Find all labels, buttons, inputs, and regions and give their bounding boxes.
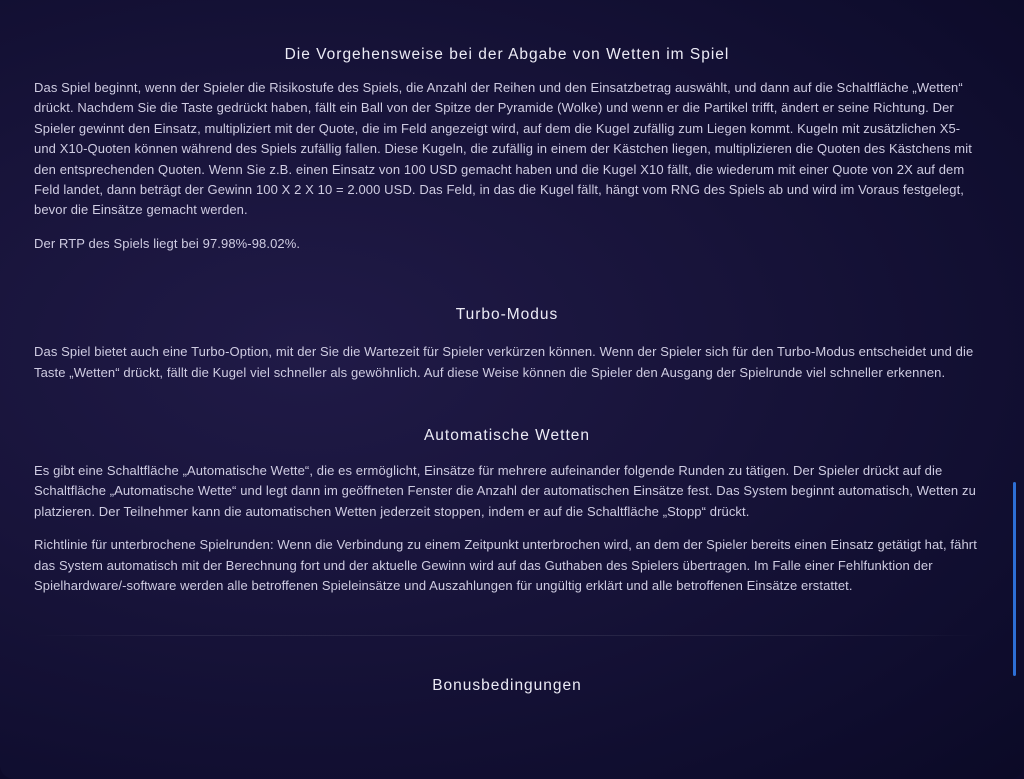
procedure-paragraph: Das Spiel beginnt, wenn der Spieler die Risikostufe des Spiels, die Anzahl der Reihen und den Einsatzbetrag auswählt, und dann auf die Schaltfläche „Wetten“ drückt. Nachdem Sie die Taste gedrückt haben, fällt ein Ball von der Spitze der Pyramide (Wolke) und wenn er die Partikel trifft, ändert er seine Richtung. Der Spieler gewinnt den Einsatz, multipliziert mit der Quote, die im Feld angezeigt wird, auf dem die Kugel zufällig zum Liegen kommt. Kugeln mit zusätzlichen X5- und X10-Quoten können während des Spiels zufällig fallen. Diese Kugeln, die zufällig in einem der Kästchen liegen, multiplizieren die Quoten des Kästchens mit den entsprechenden Quoten. Wenn Sie z.B. einen Einsatz von 100 USD gemacht haben und die Kugel X10 fällt, die wiederum mit einer Quote von 2X auf dem Feld landet, dann beträgt der Gewinn 100 X 2 X 10 = 2.000 USD. Das Feld, in das die Kugel fällt, hängt vom RNG des Spiels ab und wird im Voraus festgelegt, bevor die Einsätze gemacht werden.	[34, 80, 972, 218]
scrollbar-thumb[interactable]	[1013, 482, 1016, 676]
rtp-paragraph: Der RTP des Spiels liegt bei 97.98%-98.02%.	[34, 235, 301, 251]
section-divider	[34, 635, 980, 636]
section-title-bonus: Bonusbedingungen	[432, 676, 582, 694]
turbo-paragraph: Das Spiel bietet auch eine Turbo-Option, mit der Sie die Wartezeit für Spieler verkürzen können. Wenn der Spieler sich für den Turbo-Modus entscheidet und die Taste „Wetten“ drückt, fällt die Kugel viel schneller als gewöhnlich. Auf diese Weise können die Spieler den Ausgang der Spielrunde viel schneller erkennen.	[34, 344, 974, 380]
rules-content[interactable]	[34, 0, 980, 760]
autobet-paragraph: Es gibt eine Schaltfläche „Automatische Wette“, die es ermöglicht, Einsätze für mehrere aufeinander folgende Runden zu tätigen. Der Spieler drückt auf die Schaltfläche „Automatische Wette“ und legt dann im geöffneten Fenster die Anzahl der automatischen Einsätze fest. Das System beginnt automatisch, Wetten zu platzieren. Der Teilnehmer kann die automatischen Wetten jederzeit stoppen, indem er auf die Schaltfläche „Stopp“ drückt.	[34, 463, 976, 519]
section-title-procedure: Die Vorgehensweise bei der Abgabe von Wetten im Spiel	[284, 46, 730, 63]
section-title-autobet: Automatische Wetten	[423, 427, 591, 445]
section-title-turbo: Turbo-Modus	[455, 306, 559, 324]
interrupted-rounds-paragraph: Richtlinie für unterbrochene Spielrunden: Wenn die Verbindung zu einem Zeitpunkt unterbrochen wird, an dem der Spieler bereits einen Einsatz getätigt hat, fährt das System automatisch mit der Berechnung fort und der aktuelle Gewinn wird auf das Guthaben des Spielers übertragen. Im Falle einer Fehlfunktion der Spielhardware/-software werden alle betroffenen Spieleinsätze und Auszahlungen für ungültig erklärt und alle betroffenen Einsätze erstattet.	[34, 537, 977, 594]
